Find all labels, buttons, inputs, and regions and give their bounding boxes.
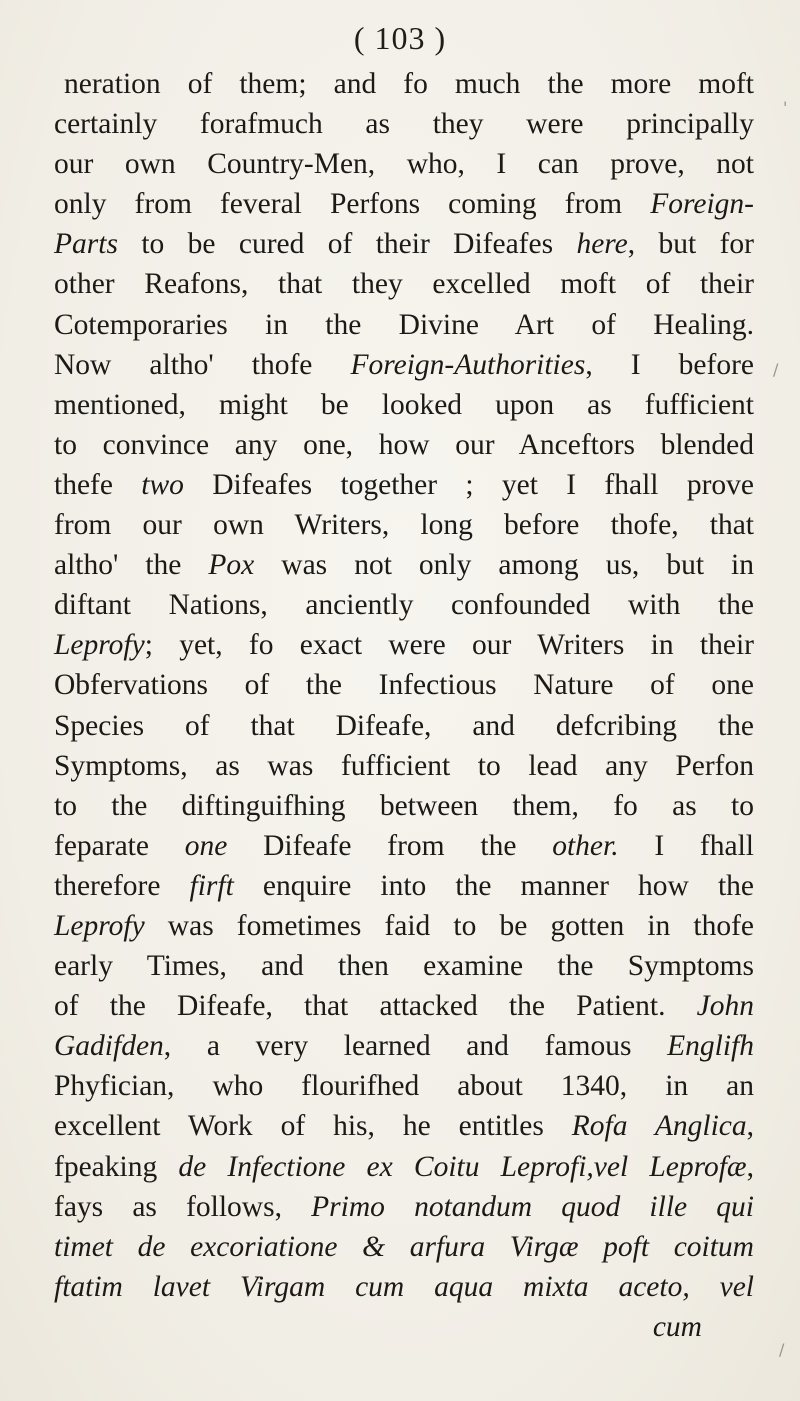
text-line bbox=[54, 1307, 754, 1347]
roman-text: fpeaking bbox=[54, 1150, 179, 1183]
roman-text: to convince any one, how our Anceftors blended bbox=[54, 428, 754, 461]
roman-text: only from feveral Perfons coming from bbox=[54, 188, 651, 221]
text-line bbox=[54, 1147, 754, 1187]
text-line bbox=[54, 585, 754, 625]
italic-text: Englifh bbox=[667, 1030, 754, 1063]
roman-text: from our own Writers, long before thofe, that bbox=[54, 509, 754, 542]
text-line bbox=[54, 1267, 754, 1307]
text-line bbox=[54, 1066, 754, 1106]
roman-text: excellent Work of his, he entitles bbox=[54, 1110, 572, 1143]
page-number: ( 103 ) bbox=[353, 20, 447, 56]
roman-text: to the diftinguifhing between them, fo as to bbox=[54, 789, 754, 822]
italic-text: John bbox=[696, 990, 754, 1023]
roman-text: Obfervations of the Infectious Nature of one bbox=[54, 669, 754, 702]
italic-text: timet de excoriatione & arfura Virgæ poft coitum bbox=[54, 1230, 754, 1263]
roman-text: neration of them; and fo much the more moft bbox=[64, 68, 754, 100]
body-text bbox=[54, 64, 754, 1347]
italic-text: one bbox=[184, 829, 228, 862]
margin-mark: ' bbox=[783, 98, 788, 117]
roman-text: ; yet, fo exact were our Writers in their bbox=[144, 629, 754, 662]
italic-text: two bbox=[141, 468, 184, 501]
roman-text: , but for bbox=[627, 228, 755, 261]
text-line bbox=[54, 746, 754, 786]
roman-text: early Times, and then examine the Symptoms bbox=[54, 950, 754, 983]
italic-text: here bbox=[576, 228, 628, 261]
italic-text: Foreign-Authorities bbox=[350, 348, 586, 381]
margin-mark: / bbox=[779, 1340, 785, 1359]
roman-text: to be cured of their Difeafes bbox=[117, 228, 577, 261]
text-line bbox=[54, 826, 754, 866]
roman-text: our own Country-Men, who, I can prove, not bbox=[54, 148, 754, 181]
text-line bbox=[54, 906, 754, 946]
roman-text: Difeafes together ; yet I fhall prove bbox=[183, 468, 754, 501]
roman-text: diftant Nations, anciently confounded with the bbox=[54, 589, 754, 622]
text-line bbox=[54, 465, 754, 505]
roman-text: , a very learned and famous bbox=[163, 1030, 668, 1063]
roman-text: thefe bbox=[54, 468, 142, 501]
italic-text: Leprofy bbox=[54, 909, 145, 942]
roman-text: , I before bbox=[585, 348, 754, 381]
text-line bbox=[54, 866, 754, 906]
italic-text: de Infectione ex Coitu Leprofi,vel Leprofæ bbox=[178, 1150, 747, 1183]
text-line bbox=[54, 1227, 754, 1267]
text-line bbox=[54, 385, 754, 425]
text-line bbox=[54, 665, 754, 705]
italic-text: Parts bbox=[54, 228, 118, 261]
text-line bbox=[54, 345, 754, 385]
italic-text: Rofa Anglica bbox=[571, 1110, 747, 1143]
italic-text: other. bbox=[552, 829, 619, 862]
text-line bbox=[54, 104, 754, 144]
roman-text: certainly forafmuch as they were principally bbox=[54, 108, 754, 141]
roman-text: fays as follows, bbox=[54, 1190, 312, 1223]
text-line bbox=[54, 986, 754, 1026]
italic-text: firft bbox=[189, 869, 234, 902]
roman-text: mentioned, might be looked upon as fufficient bbox=[54, 388, 754, 421]
roman-text: therefore bbox=[54, 869, 190, 902]
roman-text: was not only among us, but in bbox=[254, 549, 754, 582]
roman-text: other Reafons, that they excelled moft of their bbox=[54, 268, 754, 301]
text-line bbox=[54, 305, 754, 345]
roman-text: altho' the bbox=[54, 549, 209, 582]
text-line bbox=[54, 264, 754, 304]
roman-text: Symptoms, as was fufficient to lead any Perfon bbox=[54, 749, 754, 782]
text-line bbox=[54, 184, 754, 224]
italic-text: cum bbox=[652, 1310, 702, 1343]
roman-text: Now altho' thofe bbox=[54, 348, 351, 381]
text-line bbox=[54, 224, 754, 264]
roman-text: Phyfician, who flourifhed about 1340, in an bbox=[54, 1070, 754, 1103]
text-line bbox=[54, 946, 754, 986]
italic-text: Pox bbox=[208, 549, 255, 582]
roman-text: Difeafe from the bbox=[227, 829, 553, 862]
text-line bbox=[54, 545, 754, 585]
text-line bbox=[54, 425, 754, 465]
italic-text: ftatim lavet Virgam cum aqua mixta aceto, vel bbox=[54, 1270, 754, 1303]
text-line bbox=[54, 144, 754, 184]
roman-text: I fhall bbox=[618, 829, 754, 862]
roman-text: , bbox=[746, 1150, 754, 1183]
roman-text: of the Difeafe, that attacked the Patient. bbox=[54, 990, 697, 1023]
italic-text: Primo notandum quod ille qui bbox=[311, 1190, 754, 1223]
roman-text: enquire into the manner how the bbox=[233, 869, 754, 902]
text-line bbox=[54, 1187, 754, 1227]
roman-text: Cotemporaries in the Divine Art of Healing. bbox=[54, 308, 754, 341]
roman-text: feparate bbox=[54, 829, 185, 862]
italic-text: Foreign- bbox=[650, 188, 754, 221]
italic-text: Leprofy bbox=[54, 629, 145, 662]
text-line bbox=[54, 706, 754, 746]
text-line bbox=[54, 64, 754, 104]
italic-text: Gadifden bbox=[54, 1030, 164, 1063]
roman-text: was fometimes faid to be gotten in thofe bbox=[144, 909, 754, 942]
roman-text: Species of that Difeafe, and defcribing the bbox=[54, 709, 754, 742]
roman-text: , bbox=[746, 1110, 754, 1143]
text-line bbox=[54, 786, 754, 826]
text-line bbox=[54, 625, 754, 665]
text-line bbox=[54, 1106, 754, 1146]
text-line bbox=[54, 1026, 754, 1066]
text-line bbox=[54, 505, 754, 545]
margin-mark: / bbox=[773, 360, 779, 379]
